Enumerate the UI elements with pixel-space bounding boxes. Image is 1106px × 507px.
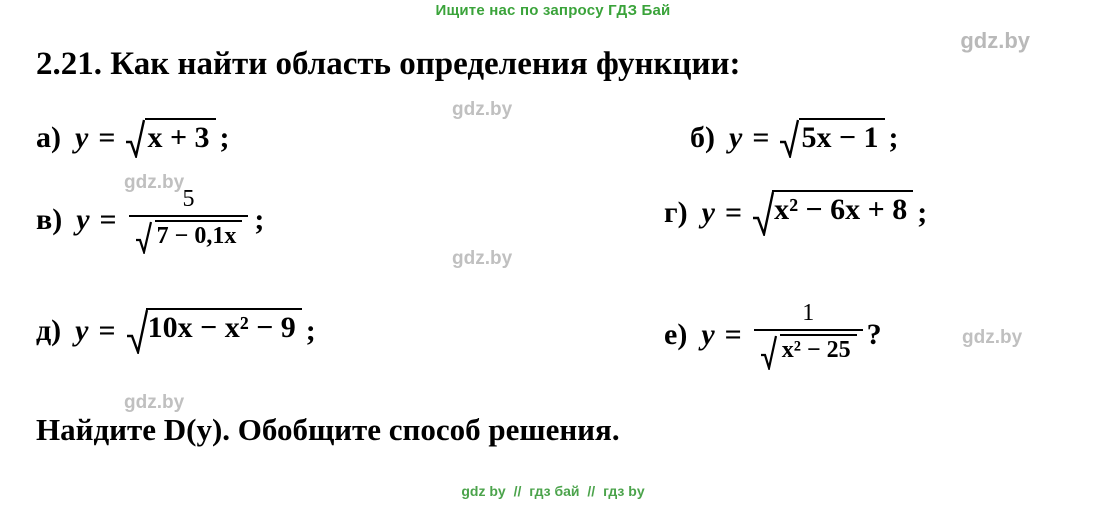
item-variable-e: y	[701, 318, 715, 351]
item-label-g: г)	[664, 196, 688, 229]
radical-b	[779, 118, 884, 158]
radical-a	[125, 118, 215, 158]
radical-e	[760, 334, 857, 370]
item-terminator-d: ;	[305, 314, 316, 347]
item-label-a: а)	[36, 121, 61, 154]
item-equals-b: =	[752, 121, 770, 154]
item-equals-a: =	[98, 121, 116, 154]
radical-sign-icon	[760, 334, 780, 370]
watermark-bottom-1: gdz by	[461, 483, 506, 499]
radicand-d: 10x − x² − 9	[146, 308, 302, 354]
radicand-e: x² − 25	[780, 334, 857, 370]
closing-instruction: Найдите D(y). Обобщите способ решения.	[36, 412, 620, 447]
watermark-bottom-2: гдз бай	[529, 483, 580, 499]
item-terminator-e: ?	[866, 318, 882, 351]
fraction-denominator-v	[129, 217, 249, 254]
exercise-item-g	[664, 190, 927, 236]
radical-sign-icon	[126, 308, 146, 354]
task-heading	[36, 46, 741, 83]
radical-sign-icon	[779, 118, 799, 158]
item-equals-d: =	[98, 314, 116, 347]
watermark-separator-2: //	[587, 483, 596, 499]
item-variable-d: y	[75, 314, 89, 347]
radicand-g: x² − 6x + 8	[772, 190, 913, 236]
item-terminator-b: ;	[888, 121, 899, 154]
item-equals-g: =	[724, 196, 743, 229]
radical-sign-icon	[135, 220, 155, 254]
item-label-e: е)	[664, 318, 688, 351]
fraction-denominator-e	[754, 331, 863, 370]
radical-g	[752, 190, 913, 236]
item-terminator-a: ;	[219, 121, 230, 154]
item-terminator-v: ;	[254, 203, 265, 236]
exercise-item-b	[690, 118, 899, 158]
task-number: 2.21.	[36, 46, 102, 82]
watermark-top-banner: Ищите нас по запросу ГДЗ Бай	[435, 2, 671, 19]
radical-d	[126, 308, 302, 354]
watermark-floating-1: gdz.by	[452, 99, 513, 120]
exercise-item-v	[36, 186, 264, 254]
watermark-floating-2: gdz.by	[124, 172, 185, 193]
watermark-corner: gdz.by	[960, 28, 1030, 53]
radicand-b: 5x − 1	[799, 118, 884, 158]
item-label-v: в)	[36, 203, 63, 236]
radicand-a: x + 3	[145, 118, 215, 158]
item-variable-v: y	[76, 203, 90, 236]
exercise-item-a	[36, 118, 230, 158]
radical-sign-icon	[125, 118, 145, 158]
exercise-item-e	[664, 300, 882, 370]
radical-sign-icon	[752, 190, 772, 236]
exercise-item-d	[36, 308, 316, 354]
watermark-floating-3: gdz.by	[452, 248, 513, 269]
watermark-bottom	[0, 483, 1106, 499]
watermark-separator-1: //	[513, 483, 522, 499]
item-label-d: д)	[36, 314, 62, 347]
fraction-v	[129, 186, 249, 254]
watermark-floating-4: gdz.by	[962, 327, 1023, 348]
watermark-floating-5: gdz.by	[124, 392, 185, 413]
item-variable-a: y	[75, 121, 89, 154]
item-terminator-g: ;	[917, 196, 928, 229]
watermark-bottom-3: гдз by	[603, 483, 645, 499]
fraction-e	[754, 300, 863, 370]
radicand-v: 7 − 0,1x	[155, 220, 243, 254]
task-prompt: Как найти область определения функции:	[110, 46, 741, 82]
item-equals-v: =	[99, 203, 117, 236]
fraction-numerator-e: 1	[802, 300, 815, 326]
item-label-b: б)	[690, 121, 715, 154]
item-equals-e: =	[724, 318, 742, 351]
item-variable-b: y	[729, 121, 743, 154]
fraction-numerator-v: 5	[182, 186, 195, 212]
item-variable-g: y	[701, 196, 715, 229]
radical-v	[135, 220, 243, 254]
